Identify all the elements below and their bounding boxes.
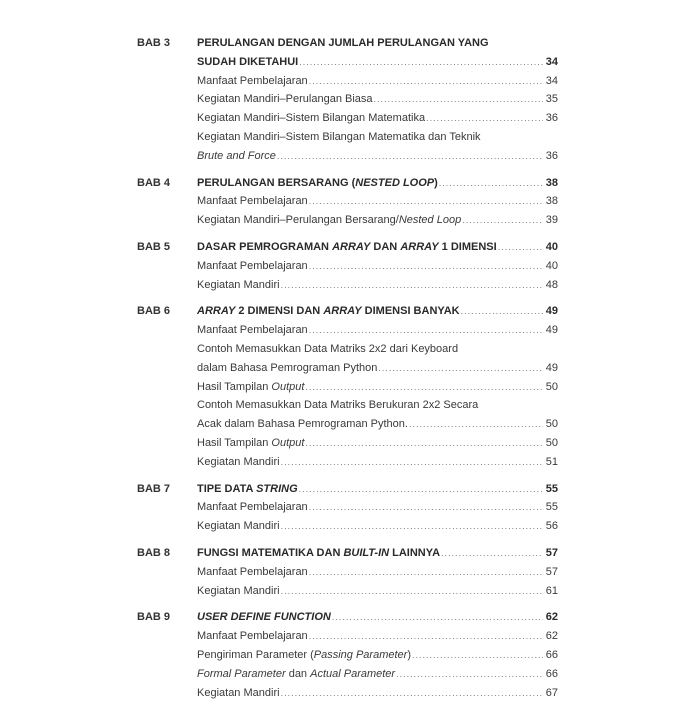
chapter-title-row[interactable] <box>197 174 558 193</box>
title-fragment: Manfaat Pembelajaran <box>197 324 308 337</box>
entry-title <box>197 582 280 601</box>
italic-term: Output <box>271 436 305 449</box>
chapter-label: BAB 7 <box>137 482 171 495</box>
entry-title <box>197 684 280 703</box>
title-fragment: Manfaat Pembelajaran <box>197 630 308 643</box>
page-number: 62 <box>545 611 558 624</box>
chapter-entries <box>197 544 558 600</box>
italic-term: Output <box>271 380 305 393</box>
dot-leader <box>439 174 543 193</box>
italic-term: Passing Parameter <box>313 648 408 661</box>
dot-leader <box>332 608 543 627</box>
chapter-label: BAB 9 <box>137 611 171 624</box>
chapter-title-row[interactable] <box>197 480 558 499</box>
dot-leader <box>309 257 543 276</box>
chapter-label: BAB 5 <box>137 240 171 253</box>
chapter-title <box>197 302 460 321</box>
toc-entry-row[interactable] <box>197 627 558 646</box>
toc-entry-row[interactable] <box>197 498 558 517</box>
title-fragment: Kegiatan Mandiri <box>197 520 280 533</box>
page-number: 39 <box>545 214 558 227</box>
entry-title <box>197 563 308 582</box>
page-number: 36 <box>545 112 558 125</box>
dot-leader <box>441 544 543 563</box>
page-number: 61 <box>545 584 558 597</box>
dot-leader <box>462 211 543 230</box>
entry-title <box>197 211 461 230</box>
italic-term: ARRAY <box>197 305 236 318</box>
chapter-entries <box>197 608 558 702</box>
chapter-label: BAB 8 <box>137 546 171 559</box>
title-fragment: Contoh Memasukkan Data Matriks 2x2 dari Keyboard <box>197 342 459 355</box>
dot-leader <box>305 434 543 453</box>
entry-title <box>197 646 411 665</box>
title-fragment: Kegiatan Mandiri–Sistem Bilangan Matematika <box>197 112 426 125</box>
dot-leader <box>299 53 543 72</box>
title-fragment: Manfaat Pembelajaran <box>197 565 308 578</box>
italic-term: ARRAY <box>400 240 439 253</box>
title-fragment: Manfaat Pembelajaran <box>197 259 308 272</box>
italic-term: Brute and Force <box>197 149 276 162</box>
title-fragment: Kegiatan Mandiri–Perulangan Bersarang/ <box>197 214 399 227</box>
table-of-contents <box>137 34 558 710</box>
page-number: 55 <box>545 501 558 514</box>
entry-title <box>197 340 458 359</box>
dot-leader <box>281 453 543 472</box>
chapter-label: BAB 6 <box>137 305 171 318</box>
page-number: 49 <box>545 361 558 374</box>
chapter-title-row[interactable] <box>197 238 558 257</box>
dot-leader <box>378 359 543 378</box>
dot-leader <box>281 684 543 703</box>
title-fragment: Manfaat Pembelajaran <box>197 501 308 514</box>
title-fragment: ) <box>407 648 411 661</box>
dot-leader <box>281 582 543 601</box>
page-number: 49 <box>545 324 558 337</box>
italic-term: ARRAY <box>323 305 362 318</box>
page-number: 57 <box>545 546 558 559</box>
chapter-section <box>137 608 558 702</box>
toc-entry-row[interactable] <box>197 192 558 211</box>
title-fragment: 1 DIMENSI <box>438 240 497 253</box>
entry-title <box>197 415 408 434</box>
chapter-title <box>197 480 298 499</box>
title-fragment: DAN <box>370 240 401 253</box>
dot-leader <box>409 415 543 434</box>
title-fragment: Acak dalam Bahasa Pemrograman Python. <box>197 418 408 431</box>
italic-term: Formal Parameter <box>197 667 286 680</box>
title-fragment: dan <box>285 667 311 680</box>
chapter-section <box>137 544 558 600</box>
toc-entry-row[interactable] <box>197 147 558 166</box>
chapter-entries <box>197 34 558 166</box>
toc-entry-row[interactable] <box>197 128 558 147</box>
page-number: 34 <box>545 55 558 68</box>
page-number: 40 <box>545 259 558 272</box>
chapter-section <box>137 174 558 230</box>
toc-entry-row[interactable] <box>197 211 558 230</box>
page-number: 67 <box>545 686 558 699</box>
title-fragment: Kegiatan Mandiri–Sistem Bilangan Matematika dan Teknik <box>197 130 481 143</box>
italic-term: USER DEFINE FUNCTION <box>197 611 331 624</box>
dot-leader <box>281 517 543 536</box>
title-fragment: DIMENSI BANYAK <box>361 305 460 318</box>
page-number: 55 <box>545 482 558 495</box>
page-number: 48 <box>545 278 558 291</box>
chapter-title <box>197 174 438 193</box>
toc-entry-row[interactable] <box>197 684 558 703</box>
title-fragment: Contoh Memasukkan Data Matriks Berukuran 2x2 Secara <box>197 399 479 412</box>
dot-leader <box>277 147 543 166</box>
chapter-title <box>197 34 489 53</box>
page-number: 36 <box>545 149 558 162</box>
toc-entry-row[interactable] <box>197 563 558 582</box>
title-fragment: Kegiatan Mandiri <box>197 686 280 699</box>
page-number: 50 <box>545 418 558 431</box>
toc-entry-row[interactable] <box>197 396 558 415</box>
toc-entry-row[interactable] <box>197 646 558 665</box>
chapter-title-row[interactable] <box>197 608 558 627</box>
page-number: 51 <box>545 455 558 468</box>
title-fragment: Kegiatan Mandiri <box>197 278 280 291</box>
chapter-section <box>137 480 558 536</box>
dot-leader <box>305 378 543 397</box>
title-fragment: Kegiatan Mandiri–Perulangan Biasa <box>197 93 373 106</box>
page-number: 66 <box>545 667 558 680</box>
toc-entry-row[interactable] <box>197 340 558 359</box>
dot-leader <box>309 563 543 582</box>
chapter-entries <box>197 302 558 471</box>
title-fragment: 2 DIMENSI DAN <box>235 305 324 318</box>
entry-title <box>197 359 377 378</box>
title-fragment: Hasil Tampilan <box>197 436 272 449</box>
entry-title <box>197 72 308 91</box>
title-fragment: ) <box>434 176 438 189</box>
entry-title <box>197 128 481 147</box>
dot-leader <box>299 480 543 499</box>
title-fragment: DASAR PEMROGRAMAN <box>197 240 333 253</box>
entry-title <box>197 90 373 109</box>
toc-entry-row[interactable] <box>197 257 558 276</box>
page-number: 38 <box>545 176 558 189</box>
entry-title <box>197 517 280 536</box>
chapter-entries <box>197 174 558 230</box>
entry-title <box>197 321 308 340</box>
toc-entry-row[interactable] <box>197 90 558 109</box>
entry-title <box>197 257 308 276</box>
dot-leader <box>309 627 543 646</box>
title-fragment: FUNGSI MATEMATIKA DAN <box>197 546 344 559</box>
dot-leader <box>396 665 543 684</box>
dot-leader <box>498 238 543 257</box>
dot-leader <box>309 72 543 91</box>
entry-title <box>197 498 308 517</box>
entry-title <box>197 378 304 397</box>
dot-leader <box>309 321 543 340</box>
page-number: 50 <box>545 436 558 449</box>
title-fragment: Kegiatan Mandiri <box>197 584 280 597</box>
chapter-title-row[interactable] <box>197 302 558 321</box>
page-number: 40 <box>545 240 558 253</box>
toc-entry-row[interactable] <box>197 321 558 340</box>
entry-title <box>197 396 478 415</box>
title-fragment: SUDAH DIKETAHUI <box>197 55 299 68</box>
toc-entry-row[interactable] <box>197 517 558 536</box>
page-number: 38 <box>545 195 558 208</box>
entry-title <box>197 276 280 295</box>
chapter-title <box>197 238 497 257</box>
page-number: 57 <box>545 565 558 578</box>
chapter-section <box>137 34 558 166</box>
toc-entry-row[interactable] <box>197 378 558 397</box>
page-number: 34 <box>545 74 558 87</box>
entry-title <box>197 434 304 453</box>
dot-leader <box>309 192 543 211</box>
title-fragment: PERULANGAN DENGAN JUMLAH PERULANGAN YANG <box>197 37 489 49</box>
dot-leader <box>412 646 543 665</box>
entry-title <box>197 192 308 211</box>
title-fragment: dalam Bahasa Pemrograman Python <box>197 361 378 374</box>
entry-title <box>197 109 425 128</box>
toc-entry-row[interactable] <box>197 109 558 128</box>
italic-term: Actual Parameter <box>310 667 396 680</box>
title-fragment: Manfaat Pembelajaran <box>197 74 308 87</box>
chapter-label: BAB 4 <box>137 176 171 189</box>
entry-title <box>197 627 308 646</box>
toc-entry-row[interactable] <box>197 453 558 472</box>
chapter-title-row[interactable] <box>197 544 558 563</box>
page-number: 35 <box>545 93 558 106</box>
chapter-section <box>137 302 558 471</box>
title-fragment: Kegiatan Mandiri <box>197 455 280 468</box>
italic-term: STRING <box>256 482 298 495</box>
dot-leader <box>426 109 543 128</box>
chapter-title-row[interactable] <box>197 53 558 72</box>
page-number: 62 <box>545 630 558 643</box>
title-fragment: Pengiriman Parameter ( <box>197 648 314 661</box>
toc-entry-row[interactable] <box>197 582 558 601</box>
dot-leader <box>281 276 543 295</box>
entry-title <box>197 147 276 166</box>
italic-term: NESTED LOOP <box>355 176 435 189</box>
toc-entry-row[interactable] <box>197 665 558 684</box>
italic-term: ARRAY <box>332 240 371 253</box>
italic-term: Nested Loop <box>398 214 462 227</box>
chapter-label: BAB 3 <box>137 37 171 49</box>
toc-entry-row[interactable] <box>197 415 558 434</box>
toc-entry-row[interactable] <box>197 434 558 453</box>
dot-leader <box>461 302 543 321</box>
chapter-entries <box>197 480 558 536</box>
chapter-section <box>137 238 558 294</box>
entry-title <box>197 453 280 472</box>
chapter-title <box>197 53 298 72</box>
toc-entry-row[interactable] <box>197 72 558 91</box>
page-number: 49 <box>545 305 558 318</box>
dot-leader <box>374 90 543 109</box>
chapter-title <box>197 544 440 563</box>
italic-term: BUILT-IN <box>343 546 390 559</box>
title-fragment: TIPE DATA <box>197 482 257 495</box>
toc-entry-row[interactable] <box>197 276 558 295</box>
title-fragment: Hasil Tampilan <box>197 380 272 393</box>
entry-title <box>197 665 395 684</box>
title-fragment: Manfaat Pembelajaran <box>197 195 308 208</box>
dot-leader <box>309 498 543 517</box>
chapter-title-row[interactable] <box>197 34 558 53</box>
page-number: 50 <box>545 380 558 393</box>
toc-entry-row[interactable] <box>197 359 558 378</box>
page-number: 56 <box>545 520 558 533</box>
chapter-entries <box>197 238 558 294</box>
title-fragment: LAINNYA <box>389 546 441 559</box>
page-number: 66 <box>545 648 558 661</box>
title-fragment: PERULANGAN BERSARANG ( <box>197 176 356 189</box>
chapter-title <box>197 608 331 627</box>
